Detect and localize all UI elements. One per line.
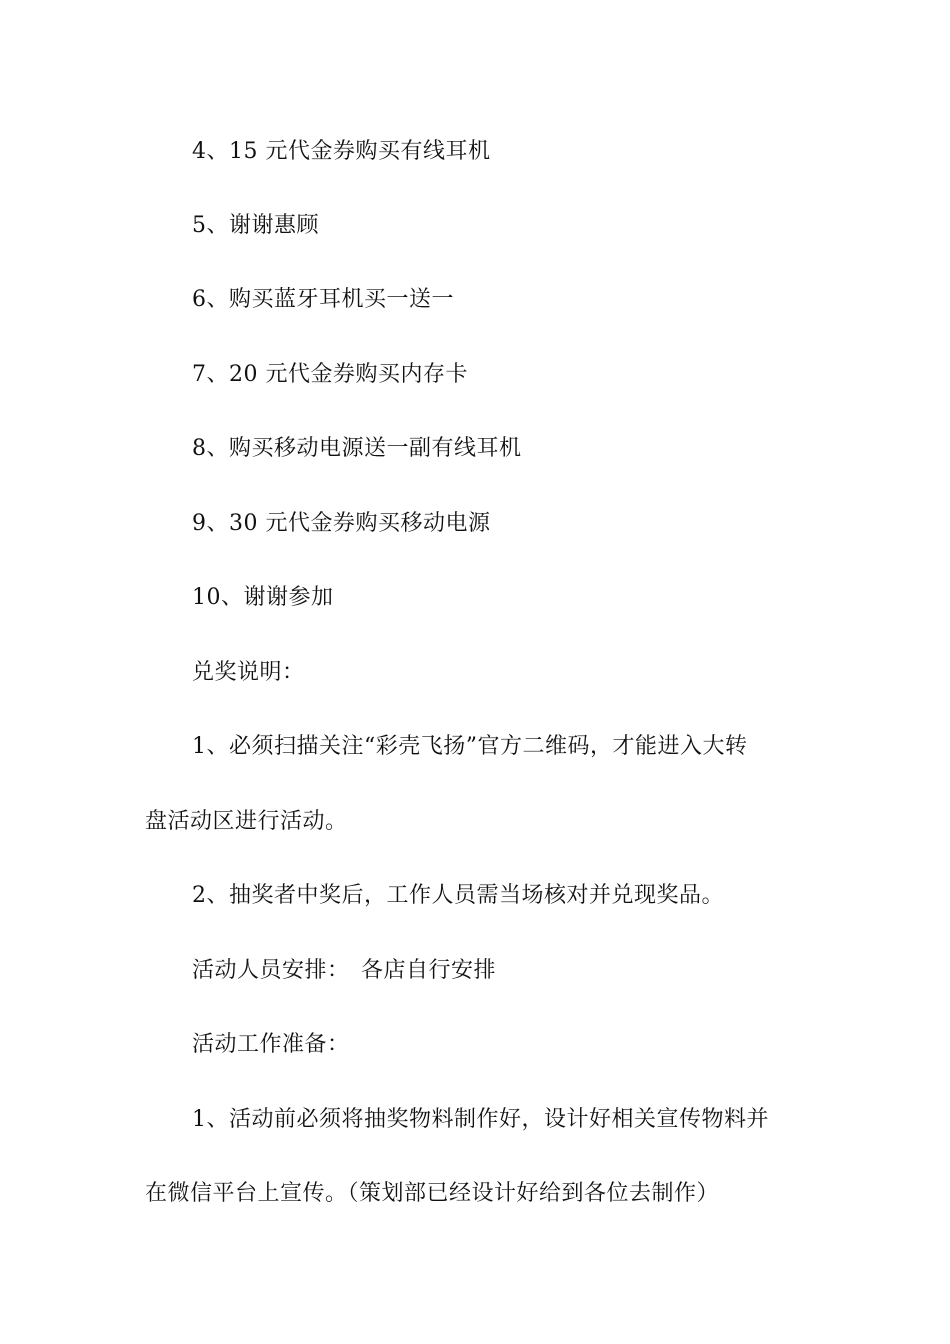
redemption-rule-1: 1、必须扫描关注“彩壳飞扬”官方二维码，才能进入大转 [192,734,748,759]
prize-item-6: 6、购买蓝牙耳机买一送一 [192,287,454,312]
redemption-rule-2: 2、抽奖者中奖后，工作人员需当场核对并兑现奖品。 [192,883,724,908]
prize-item-9: 9、30 元代金券购买移动电源 [192,511,491,536]
prize-item-5: 5、谢谢惠顾 [192,213,319,238]
prize-item-10: 10、谢谢参加 [192,585,334,610]
preparation-item-1-continued: 在微信平台上宣传。（策划部已经设计好给到各位去制作） [145,1181,720,1206]
prize-item-4: 4、15 元代金券购买有线耳机 [192,139,491,164]
prize-item-7: 7、20 元代金券购买内存卡 [192,362,468,387]
preparation-item-1: 1、活动前必须将抽奖物料制作好，设计好相关宣传物料并 [192,1107,769,1132]
redemption-rule-1-continued: 盘活动区进行活动。 [145,809,348,834]
preparation-heading: 活动工作准备： [192,1032,350,1057]
prize-item-8: 8、购买移动电源送一副有线耳机 [192,436,522,461]
redemption-heading: 兑奖说明： [192,660,305,685]
staffing-arrangement: 活动人员安排： 各店自行安排 [192,958,497,983]
